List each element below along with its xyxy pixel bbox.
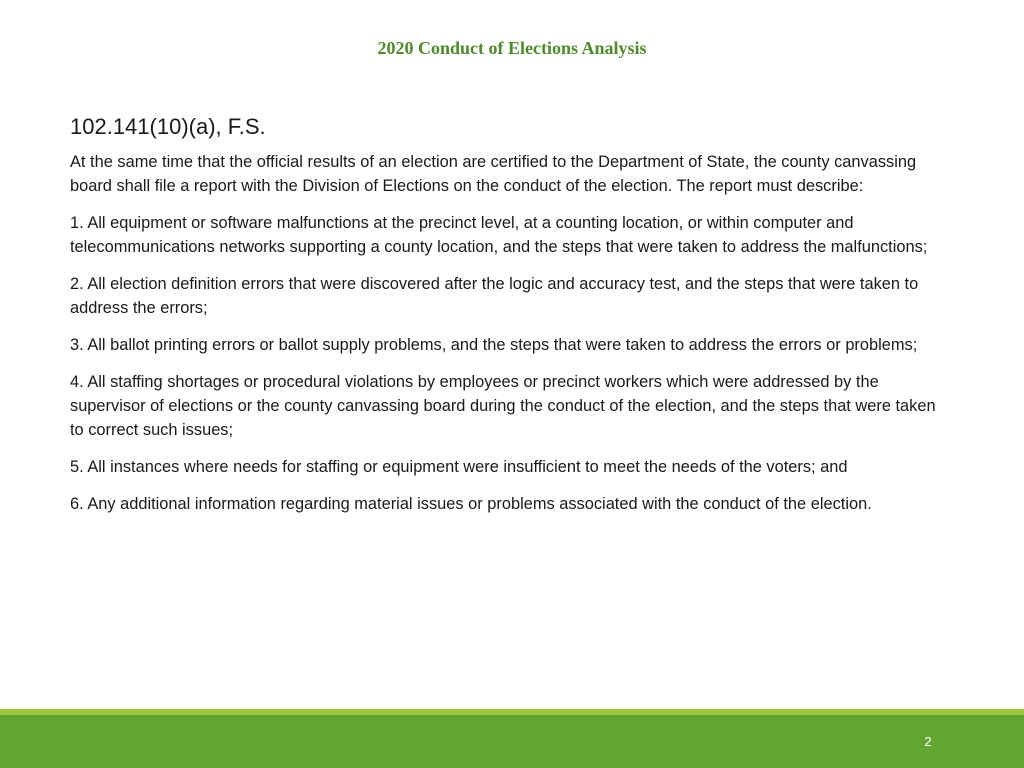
list-item: 2. All election definition errors that were discovered after the logic and accuracy test, and the steps that were taken to address the errors;	[70, 275, 919, 317]
footer-bar	[0, 715, 1024, 768]
statute-heading: 102.141(10)(a), F.S.	[70, 114, 266, 139]
list-item: 5. All instances where needs for staffing or equipment were insufficient to meet the needs of the voters; and	[70, 458, 848, 476]
list-item: 6. Any additional information regarding material issues or problems associated with the conduct of the election.	[70, 495, 872, 513]
list-item: 4. All staffing shortages or procedural violations by employees or precinct workers which were addressed by the supervisor of elections or the county canvassing board during the conduct of the election, and the steps that were taken to correct such issues;	[70, 373, 936, 439]
slide-content	[70, 114, 950, 529]
intro-paragraph: At the same time that the official results of an election are certified to the Department of State, the county canvassing board shall file a report with the Division of Elections on the conduct of the election. The report must describe:	[70, 153, 917, 195]
list-item: 3. All ballot printing errors or ballot supply problems, and the steps that were taken to address the errors or problems;	[70, 336, 918, 354]
slide-title: 2020 Conduct of Elections Analysis	[377, 38, 647, 58]
list-item: 1. All equipment or software malfunctions at the precinct level, at a counting location, or within computer and telecommunications networks supporting a county location, and the steps that were taken to address the malfunctions;	[70, 214, 928, 256]
page-number: 2	[924, 734, 932, 749]
